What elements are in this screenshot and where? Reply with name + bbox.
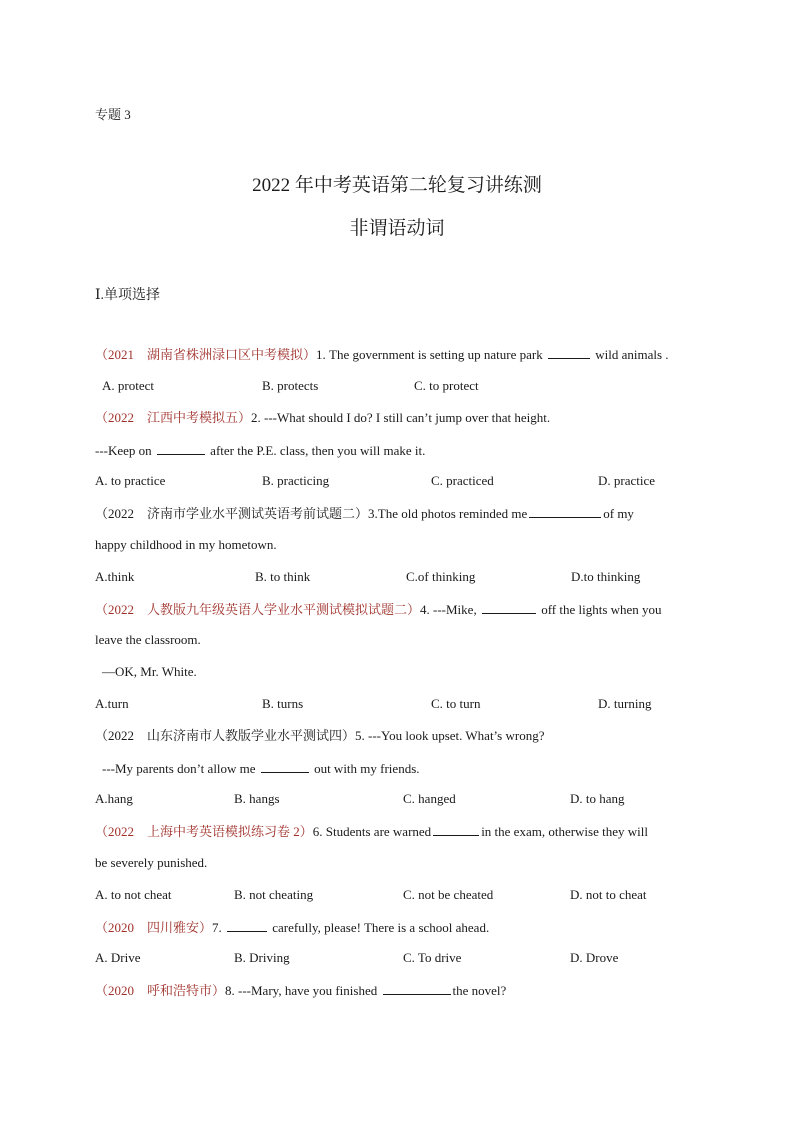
question-4-options (95, 696, 715, 712)
answer-blank (482, 601, 536, 614)
question-source: （2020 呼和浩特市） (95, 983, 226, 998)
question-7-stem (95, 919, 489, 936)
question-5-options (95, 791, 715, 807)
stem-text: after the P.E. class, then you will make it. (210, 443, 426, 458)
question-3-stem (95, 505, 634, 522)
option-c[interactable]: C.of thinking (406, 569, 476, 584)
question-4-line3 (102, 664, 197, 680)
option-d[interactable]: D. to hang (570, 791, 625, 806)
stem-text: carefully, please! There is a school ahead. (272, 920, 490, 935)
answer-blank (433, 823, 479, 836)
stem-text: 8. ---Mary, have you finished (225, 983, 378, 998)
stem-text: out with my friends. (314, 761, 420, 776)
option-c[interactable]: C. To drive (403, 950, 462, 965)
option-c[interactable]: C. practiced (431, 473, 494, 488)
stem-text: 7. (212, 920, 222, 935)
question-5-stem (95, 728, 544, 744)
question-source: （2022 济南市学业水平测试英语考前试题二） (95, 506, 369, 521)
option-b[interactable]: B. turns (262, 696, 304, 711)
answer-blank (227, 919, 267, 932)
option-d[interactable]: D. not to cheat (570, 887, 647, 902)
question-6-stem (95, 823, 648, 840)
option-c[interactable]: C. to protect (414, 378, 479, 393)
question-6-line2 (95, 855, 207, 871)
question-source: （2022 山东济南市人教版学业水平测试四） (95, 728, 356, 743)
stem-text: wild animals . (595, 347, 669, 362)
question-2-line2 (95, 442, 425, 459)
option-d[interactable]: D. practice (598, 473, 656, 488)
question-1-stem (95, 346, 669, 363)
stem-text: 1. The government is setting up nature park (316, 347, 543, 362)
question-7-options (95, 950, 715, 966)
question-1-options (95, 378, 715, 394)
option-a[interactable]: A. Drive (95, 950, 141, 965)
answer-blank (157, 442, 205, 455)
question-6-options (95, 887, 715, 903)
stem-text: 3.The old photos reminded me (368, 506, 528, 521)
question-source: （2022 人教版九年级英语人学业水平测试模拟试题二） (95, 602, 421, 617)
option-b[interactable]: B. Driving (234, 950, 290, 965)
stem-text: —OK, Mr. White. (102, 664, 197, 679)
question-2-options (95, 473, 715, 489)
stem-text: leave the classroom. (95, 632, 201, 647)
stem-text: in the exam, otherwise they will (481, 824, 648, 839)
question-4-stem (95, 601, 662, 618)
stem-text: 4. ---Mike, (420, 602, 477, 617)
option-b[interactable]: B. not cheating (234, 887, 314, 902)
question-source: （2022 上海中考英语模拟练习卷 2） (95, 824, 313, 839)
stem-text: 5. ---You look upset. What’s wrong? (355, 728, 545, 743)
stem-text: be severely punished. (95, 855, 208, 870)
option-a[interactable]: A.think (95, 569, 135, 584)
stem-text: 2. ---What should I do? I still can’t jump over that height. (251, 410, 551, 425)
answer-blank (529, 505, 601, 518)
option-b[interactable]: B. to think (255, 569, 311, 584)
stem-text: ---Keep on (95, 443, 152, 458)
question-2-stem (95, 410, 550, 426)
question-8-stem (95, 982, 506, 999)
section-heading: Ⅰ.单项选择 (95, 288, 161, 303)
question-3-line2 (95, 537, 277, 553)
stem-text: off the lights when you (541, 602, 662, 617)
stem-text: of my (603, 506, 634, 521)
option-d[interactable]: D. turning (598, 696, 652, 711)
option-d[interactable]: D.to thinking (571, 569, 641, 584)
answer-blank (383, 982, 451, 995)
document-title: 2022 年中考英语第二轮复习讲练测 (252, 175, 542, 196)
question-3-options (95, 569, 715, 585)
stem-text: happy childhood in my hometown. (95, 537, 277, 552)
stem-text: ---My parents don’t allow me (102, 761, 256, 776)
question-5-line2 (102, 760, 420, 777)
question-source: （2022 江西中考模拟五） (95, 410, 252, 425)
topic-label: 专题 3 (95, 107, 131, 122)
option-a[interactable]: A. to practice (95, 473, 166, 488)
answer-blank (261, 760, 309, 773)
stem-text: 6. Students are warned (312, 824, 432, 839)
stem-text: the novel? (452, 983, 507, 998)
question-4-line2 (95, 632, 201, 648)
option-a[interactable]: A. to not cheat (95, 887, 172, 902)
option-b[interactable]: B. hangs (234, 791, 280, 806)
option-d[interactable]: D. Drove (570, 950, 619, 965)
option-a[interactable]: A.turn (95, 696, 129, 711)
question-source: （2021 湖南省株洲渌口区中考模拟） (95, 347, 317, 362)
option-b[interactable]: B. practicing (262, 473, 330, 488)
option-c[interactable]: C. hanged (403, 791, 456, 806)
option-a[interactable]: A. protect (102, 378, 154, 393)
option-c[interactable]: C. to turn (431, 696, 481, 711)
document-subtitle: 非谓语动词 (349, 218, 445, 239)
option-a[interactable]: A.hang (95, 791, 133, 806)
question-source: （2020 四川雅安） (95, 920, 213, 935)
answer-blank (548, 346, 590, 359)
option-b[interactable]: B. protects (262, 378, 319, 393)
option-c[interactable]: C. not be cheated (403, 887, 494, 902)
